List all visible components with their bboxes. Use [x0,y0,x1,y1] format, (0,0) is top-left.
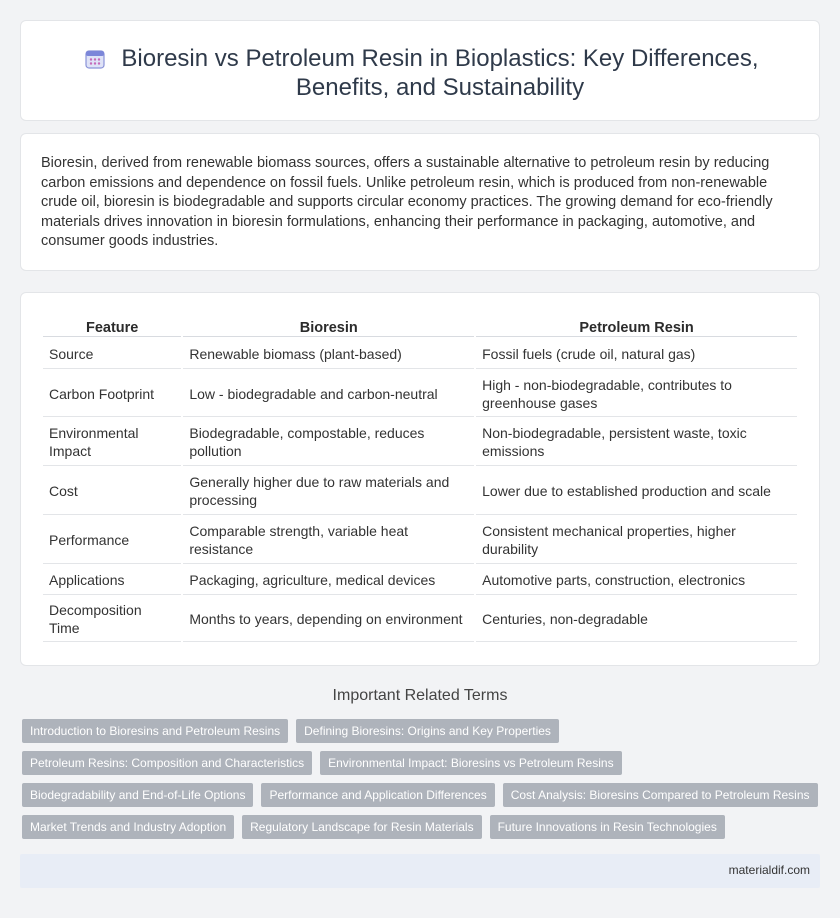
petroleum-cell: Automotive parts, construction, electronics [476,566,797,595]
table-row [43,597,797,642]
related-term-link[interactable]: Introduction to Bioresins and Petroleum Resins [22,719,288,743]
comparison-table [41,313,799,644]
title-card [20,20,820,121]
header-petroleum-resin: Petroleum Resin [476,315,797,337]
petroleum-cell: High - non-biodegradable, contributes to greenhouse gases [476,371,797,417]
feature-cell: Decomposition Time [43,597,181,642]
site-name: materialdif.com [728,863,810,877]
petroleum-cell: Non-biodegradable, persistent waste, toxic emissions [476,419,797,466]
bioresin-cell: Comparable strength, variable heat resistance [183,517,474,564]
bioresin-cell: Months to years, depending on environment [183,597,474,642]
header-bioresin: Bioresin [183,315,474,337]
related-term-link[interactable]: Biodegradability and End-of-Life Options [22,783,253,807]
related-terms-heading: Important Related Terms [332,687,508,704]
related-term-link[interactable]: Market Trends and Industry Adoption [22,815,234,839]
page-title: Bioresin vs Petroleum Resin in Bioplastics: Key Differences, Benefits, and Sustainability [121,45,759,101]
header-feature: Feature [43,315,181,337]
tag-row [22,783,822,807]
feature-cell: Applications [43,566,181,595]
feature-cell: Environmental Impact [43,419,181,466]
table-row [43,419,797,466]
table-row [43,339,797,369]
feature-cell: Carbon Footprint [43,371,181,417]
footer [20,854,820,888]
related-term-link[interactable]: Future Innovations in Resin Technologies [490,815,725,839]
comparison-card [20,292,820,666]
related-term-link[interactable]: Performance and Application Differences [261,783,494,807]
bioresin-cell: Generally higher due to raw materials and processing [183,468,474,515]
bioresin-cell: Biodegradable, compostable, reduces pollution [183,419,474,466]
tag-row [22,815,822,839]
related-term-link[interactable]: Regulatory Landscape for Resin Materials [242,815,481,839]
related-term-link[interactable]: Petroleum Resins: Composition and Characteristics [22,751,312,775]
table-header-row [43,315,797,337]
petroleum-cell: Lower due to established production and scale [476,468,797,515]
petroleum-cell: Centuries, non-degradable [476,597,797,642]
intro-paragraph: Bioresin, derived from renewable biomass sources, offers a sustainable alternative to petroleum resin by reducing carbon emissions and dependence on fossil fuels. Unlike petroleum resin, which is produced from non-renewable crude oil, bioresin is biodegradable and supports circular economy practices. The growing demand for eco-friendly materials drives innovation in bioresin formulations, enhancing their performance in packaging, automotive, and consumer goods industries. [41,155,773,249]
related-terms-list [22,719,822,847]
bioresin-cell: Packaging, agriculture, medical devices [183,566,474,595]
related-term-link[interactable]: Defining Bioresins: Origins and Key Properties [296,719,559,743]
bioresin-cell: Renewable biomass (plant-based) [183,339,474,369]
table-row [43,566,797,595]
table-row [43,468,797,515]
tag-row [22,719,822,743]
table-row [43,517,797,564]
feature-cell: Performance [43,517,181,564]
petroleum-cell: Consistent mechanical properties, higher durability [476,517,797,564]
feature-cell: Source [43,339,181,369]
related-term-link[interactable]: Environmental Impact: Bioresins vs Petroleum Resins [320,751,621,775]
related-term-link[interactable]: Cost Analysis: Bioresins Compared to Petroleum Resins [503,783,818,807]
table-row [43,371,797,417]
petroleum-cell: Fossil fuels (crude oil, natural gas) [476,339,797,369]
bioresin-cell: Low - biodegradable and carbon-neutral [183,371,474,417]
feature-cell: Cost [43,468,181,515]
intro-card [20,133,820,271]
tag-row [22,751,822,775]
